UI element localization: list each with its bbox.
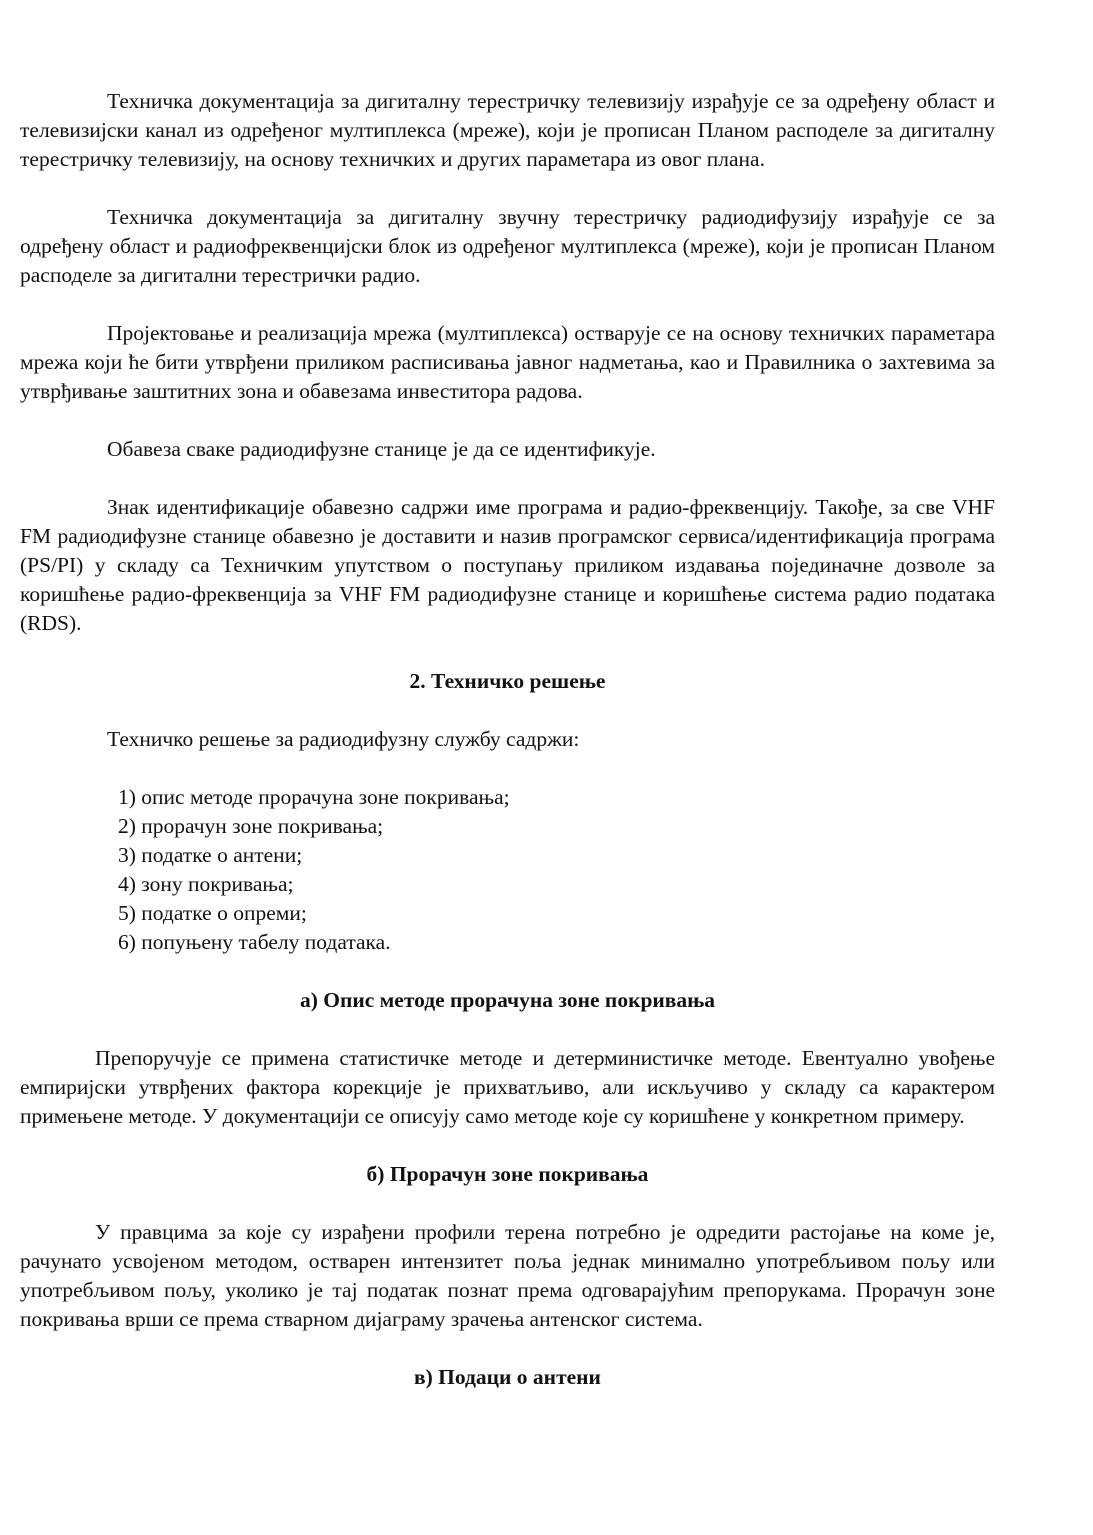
paragraph-network-design: Пројектовање и реализација мрежа (мултиплекса) остварује се на основу техничких параметара мрежа који ће бити утврђени приликом расписивања јавног надметања, као и Правилника о захтевима за утврђивање заштитних зона и обавезама инвеститора радова.: [20, 321, 995, 403]
paragraph-identification-obligation: Обавеза сваке радиодифузне станице је да се идентификује.: [107, 437, 656, 461]
section-heading-technical-solution: 2. Техничко решење: [409, 669, 606, 693]
list-item: 6) попуњену табелу података.: [118, 930, 391, 954]
paragraph-technical-solution-intro: Техничко решење за радиодифузну службу садржи:: [107, 727, 580, 751]
subsection-heading-coverage-calculation: б) Прорачун зоне покривања: [366, 1162, 649, 1186]
subsection-heading-method-description: а) Опис методе прорачуна зоне покривања: [299, 988, 716, 1012]
list-item: 2) прорачун зоне покривања;: [118, 814, 384, 838]
list-item: 3) податке о антени;: [118, 843, 303, 867]
paragraph-identification-sign: Знак идентификације обавезно садржи име програма и радио-фреквенцију. Такође, за све VHF FM радиодифузне станице обавезно је доставити и назив програмског сервиса/идентификација програма (PS/PI) у складу са Техничким упутством о поступању приликом издавања појединачне дозволе за коришћење радио-фреквенција за VHF FM радиодифузне станице и коришћење система радио података (RDS).: [20, 495, 995, 635]
paragraph-dab-documentation: Техничка документација за дигиталну звучну терестричку радиодифузију израђује се за одређену област и радиофреквенцијски блок из одређеног мултиплекса (мреже), који је прописан Планом расподеле за дигитални терестрички радио.: [20, 205, 995, 287]
paragraph-coverage-calculation: У правцима за које су израђени профили терена потребно је одредити растојање на коме је, рачунато усвојеном методом, остварен интензитет поља једнак минимално употребљивом пољу или употребљивом пољу, уколико је тај податак познат према одговарајућим препорукама. Прорачун зоне покривања врши се према стварном дијаграму зрачења антенског система.: [20, 1220, 995, 1331]
document-page: [20, 87, 995, 1421]
list-item: 5) податке о опреми;: [118, 901, 307, 925]
paragraph-dvb-t-documentation: Техничка документација за дигиталну терестричку телевизију израђује се за одређену област и телевизијски канал из одређеног мултиплекса (мреже), који је прописан Планом расподеле за дигиталну терестричку телевизију, на основу техничких и других параметара из овог плана.: [20, 89, 995, 171]
paragraph-method-description: Препоручује се примена статистичке методе и детерминистичке методе. Евентуално увођење емпиријски утврђених фактора корекције је прихватљиво, али искључиво у складу са карактером примењене методе. У документацији се описују само методе које су коришћене у конкретном примеру.: [20, 1046, 995, 1128]
list-item: 4) зону покривања;: [118, 872, 294, 896]
list-item: 1) опис методе прорачуна зоне покривања;: [118, 785, 510, 809]
technical-solution-list: [20, 783, 995, 957]
subsection-heading-antenna-data: в) Подаци о антени: [414, 1365, 601, 1389]
